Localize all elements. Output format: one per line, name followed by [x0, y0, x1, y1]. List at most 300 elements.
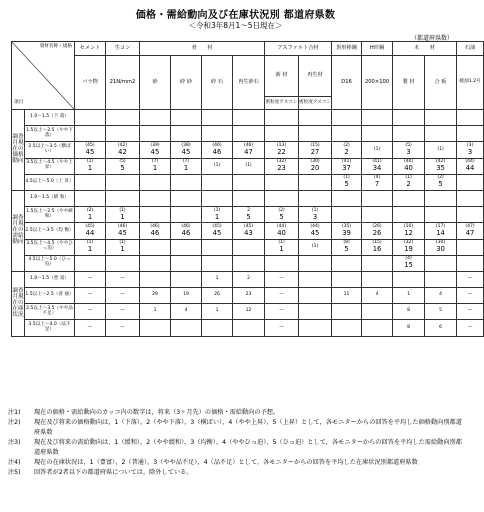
forecast-count: (1) [343, 175, 350, 181]
level-label: 3.5以上～4.5（やや上昇） [25, 158, 75, 174]
table-cell [75, 304, 106, 320]
table-cell [265, 255, 299, 271]
current-count: 1 [87, 163, 93, 172]
forecast-count: — [279, 276, 284, 282]
table-cell [106, 271, 140, 287]
footnote-text: 現在及び将来の価格動向は，1（下落），2（やや下落），3（横ばい），4（やや上昇），5（上昇）として，各モニターからの回答を平均した価格動向別都道府県数 [34, 419, 462, 436]
footnote [8, 408, 464, 418]
table-cell [332, 320, 362, 336]
table-row [12, 110, 484, 126]
table-cell [106, 142, 140, 158]
forecast-count: (44) [310, 223, 320, 229]
current-count: 44 [465, 163, 475, 172]
table-cell [171, 142, 202, 158]
footnote [8, 438, 464, 458]
corner-top-label: 資材名称・規格 [39, 44, 72, 49]
table-cell [106, 110, 140, 126]
table-cell [75, 158, 106, 174]
table-cell [457, 271, 484, 287]
forecast-count: (26) [372, 223, 382, 229]
table-cell [425, 207, 457, 223]
table-cell [393, 288, 425, 304]
table-cell [202, 288, 233, 304]
survey-date: ＜令和3年8月1～5日現在＞ [188, 21, 283, 30]
table-cell [332, 271, 362, 287]
table-cell [265, 223, 299, 239]
table-cell [171, 158, 202, 174]
table-cell [202, 110, 233, 126]
table-cell [171, 110, 202, 126]
level-label: 1.5以上～2.5（普 通） [25, 288, 75, 304]
level-label: 3.5以上～4.0（品不足） [25, 320, 75, 336]
table-cell [171, 190, 202, 206]
spec-header: バラ物 [75, 56, 106, 110]
forecast-count: (30) [310, 159, 320, 165]
table-cell [106, 126, 140, 142]
table-cell [362, 288, 393, 304]
forecast-count: (1) [278, 240, 285, 246]
spec-header: D16 [332, 56, 362, 110]
table-cell [362, 174, 393, 190]
forecast-count: (13) [276, 143, 287, 149]
footnote-label: 注5) [8, 469, 21, 476]
current-count: 40 [404, 163, 413, 172]
table-cell [140, 158, 171, 174]
table-cell [457, 223, 484, 239]
table-cell [75, 255, 106, 271]
table-cell [332, 207, 362, 223]
table-row [12, 320, 484, 336]
forecast-count: — [279, 308, 284, 314]
table-cell [299, 142, 332, 158]
table-cell [140, 271, 171, 287]
table-cell [140, 239, 171, 255]
forecast-count: — [87, 308, 93, 314]
table-cell [171, 320, 202, 336]
forecast-count: (1) [311, 243, 319, 249]
table-cell [106, 304, 140, 320]
spec-header: 合 板 [425, 56, 457, 110]
current-count: 23 [277, 163, 286, 172]
footnote-text: 回答者が2者以下の都道府県については，除外している。 [34, 469, 193, 476]
current-count: 12 [404, 228, 413, 237]
table-cell [425, 239, 457, 255]
section-label: 調査月現在の価格動向 [12, 110, 25, 191]
table-row [12, 142, 484, 158]
forecast-count: (45) [85, 223, 95, 229]
current-count: 26 [372, 228, 382, 237]
forecast-count: (1) [119, 207, 126, 213]
table-cell [233, 271, 265, 287]
current-count: 1 [87, 212, 93, 221]
footnote-text: 現在の価格・需給動向のカッコ内の数字は，将来（3ヶ月先）の価格・需給動向の予想。 [34, 409, 280, 416]
current-count: 27 [310, 147, 320, 156]
forecast-count: (15) [372, 240, 382, 246]
forecast-count: (46) [117, 223, 128, 229]
forecast-count: (10) [403, 223, 414, 229]
table-cell [265, 288, 299, 304]
table-cell [299, 126, 332, 142]
forecast-count: (46) [150, 223, 160, 229]
page-title: 価格・需給動向及び在庫状況別 都道府県数 [135, 10, 336, 21]
forecast-count: (7) [151, 159, 159, 165]
table-cell [457, 126, 484, 142]
forecast-count: (1) [437, 146, 444, 152]
table-cell [393, 239, 425, 255]
table-row [12, 255, 484, 271]
spec-header: 200×100 [362, 56, 393, 110]
table-cell [393, 142, 425, 158]
table-cell [425, 110, 457, 126]
table-cell [202, 158, 233, 174]
current-count: 35 [436, 163, 445, 172]
table-cell [457, 288, 484, 304]
forecast-count: (42) [117, 143, 128, 149]
forecast-count: 12 [245, 308, 252, 314]
table-cell [233, 158, 265, 174]
forecast-count: (46) [243, 143, 254, 149]
forecast-count: (3) [466, 143, 474, 149]
spec-header: 21N/mm2 [106, 56, 140, 110]
forecast-count: — [279, 324, 284, 330]
current-count: 47 [465, 228, 475, 237]
forecast-count: (41) [372, 159, 382, 165]
spec-header: 密粒度アスコン [265, 97, 299, 110]
table-row [12, 239, 484, 255]
forecast-count: (1) [311, 207, 319, 213]
table-cell [140, 207, 171, 223]
forecast-count: (4) [405, 256, 412, 262]
table-cell [106, 239, 140, 255]
current-count: 20 [310, 163, 320, 172]
forecast-count: (7) [182, 159, 190, 165]
current-count: 45 [118, 228, 127, 237]
table-row [12, 304, 484, 320]
table-cell [299, 288, 332, 304]
current-count: 1 [87, 244, 93, 253]
spec-header: 再生砕石 [233, 56, 265, 110]
current-count: 3 [406, 147, 411, 156]
table-cell [140, 190, 171, 206]
table-cell [140, 288, 171, 304]
forecast-count: — [467, 292, 473, 298]
table-cell [75, 271, 106, 287]
forecast-count: (1) [373, 146, 381, 152]
table-cell [299, 190, 332, 206]
forecast-count: (17) [435, 223, 446, 229]
group-header: アスファルト合材 [265, 42, 332, 56]
forecast-count: (2) [86, 207, 94, 213]
forecast-count: — [87, 276, 93, 282]
table-cell [457, 239, 484, 255]
table-cell [75, 142, 106, 158]
table-cell [332, 174, 362, 190]
current-count: 45 [212, 228, 222, 237]
forecast-count: (2) [437, 175, 444, 181]
table-cell [140, 304, 171, 320]
forecast-count: 29 [152, 292, 158, 298]
current-count: 1 [152, 163, 158, 172]
table-cell [332, 158, 362, 174]
forecast-count: (46) [181, 223, 191, 229]
table-cell [425, 255, 457, 271]
table-cell [457, 190, 484, 206]
table-cell [425, 174, 457, 190]
table-cell [233, 126, 265, 142]
current-count: 5 [438, 180, 443, 189]
table-row [12, 207, 484, 223]
table-cell [457, 304, 484, 320]
table-cell [425, 190, 457, 206]
current-count: 19 [404, 244, 413, 253]
table-cell [140, 126, 171, 142]
table-cell [457, 110, 484, 126]
current-count: 34 [372, 163, 382, 172]
table-cell [233, 142, 265, 158]
forecast-count: (40) [403, 159, 414, 165]
forecast-count: (47) [465, 223, 475, 229]
forecast-count: (5) [405, 143, 412, 149]
table-cell [171, 271, 202, 287]
level-label: 4.5以上～5.0（ひっ迫） [25, 255, 75, 271]
table-cell [362, 190, 393, 206]
current-count: 5 [246, 212, 251, 221]
forecast-count: (44) [276, 223, 287, 229]
forecast-count: 1 [153, 308, 157, 314]
table-cell [140, 142, 171, 158]
table-cell [233, 239, 265, 255]
forecast-count: (35) [341, 223, 352, 229]
table-cell [457, 255, 484, 271]
current-count: 46 [150, 228, 160, 237]
table-cell [171, 174, 202, 190]
forecast-count: (42) [435, 159, 446, 165]
forecast-count: — [87, 324, 93, 330]
table-cell [75, 207, 106, 223]
forecast-count: (2) [278, 207, 285, 213]
forecast-count: — [279, 292, 284, 298]
table-cell [202, 320, 233, 336]
table-cell [233, 110, 265, 126]
table-cell [106, 255, 140, 271]
forecast-count: — [120, 292, 125, 298]
table-cell [106, 223, 140, 239]
level-label: 1.0～1.5（緩 和） [25, 190, 75, 206]
table-cell [265, 110, 299, 126]
forecast-count: — [467, 276, 473, 282]
table-cell [233, 320, 265, 336]
current-count: 44 [85, 228, 95, 237]
current-count: 47 [244, 147, 253, 156]
table-cell [393, 126, 425, 142]
table-cell [202, 304, 233, 320]
current-count: 42 [118, 147, 127, 156]
current-count: 5 [344, 180, 349, 189]
table-cell [202, 239, 233, 255]
forecast-count: (15) [310, 143, 320, 149]
section-label: 調査月現在の需給動向 [12, 190, 25, 271]
table-cell [362, 142, 393, 158]
group-header: 木 材 [393, 42, 457, 56]
table-cell [332, 126, 362, 142]
forecast-count: (32) [276, 159, 287, 165]
group-header: 生コン [106, 42, 140, 56]
level-label: 1.0～1.5（下 落） [25, 110, 75, 126]
forecast-count: 26 [214, 292, 220, 298]
group-header: 異形棒鋼 [332, 42, 362, 56]
level-label: 4.5以上～5.0（上 昇） [25, 174, 75, 190]
table-cell [393, 320, 425, 336]
table-cell [106, 207, 140, 223]
table-cell [362, 239, 393, 255]
table-cell [75, 174, 106, 190]
table-cell [140, 320, 171, 336]
spec-header: 砂 [140, 56, 171, 110]
table-cell [299, 271, 332, 287]
current-count: 1 [120, 244, 125, 253]
table-cell [140, 255, 171, 271]
current-count: 7 [374, 180, 380, 189]
forecast-count: 1 [407, 292, 410, 298]
forecast-count: (30) [435, 240, 446, 246]
forecast-count: 11 [343, 292, 350, 298]
current-count: 5 [120, 163, 125, 172]
table-cell [202, 271, 233, 287]
forecast-count: 6 [439, 324, 442, 330]
forecast-count: (1) [86, 240, 94, 246]
table-cell [75, 223, 106, 239]
forecast-count: 2 [247, 207, 250, 213]
table-cell [362, 158, 393, 174]
table-cell [233, 255, 265, 271]
current-count: 30 [436, 244, 445, 253]
forecast-count: — [467, 324, 473, 330]
table-cell [233, 288, 265, 304]
table-cell [265, 207, 299, 223]
spec-header: 砕 石 [202, 56, 233, 110]
table-cell [75, 190, 106, 206]
current-count: 22 [277, 147, 286, 156]
table-cell [75, 110, 106, 126]
table-cell [332, 255, 362, 271]
level-label: 3.5以上～4.5（ややひっ迫） [25, 239, 75, 255]
table-cell [202, 174, 233, 190]
table-cell [425, 223, 457, 239]
current-count: 45 [85, 147, 95, 156]
table-cell [332, 304, 362, 320]
table-cell [202, 255, 233, 271]
current-count: 1 [183, 163, 189, 172]
forecast-count: — [467, 308, 473, 314]
table-cell [171, 207, 202, 223]
footnotes [8, 408, 464, 478]
asphalt-recycled-header: 再生材 [299, 56, 332, 97]
table-cell [362, 320, 393, 336]
table-cell [171, 239, 202, 255]
forecast-count: 2 [247, 276, 250, 282]
footnote-text: 現在の在庫状況は，1（豊富），2（普通），3（やや品不足），4（品不足）として，各モニターからの回答を平均した在庫状況別都道府県数 [34, 459, 418, 466]
table-cell [233, 207, 265, 223]
forecast-count: (1) [119, 240, 126, 246]
table-cell [393, 304, 425, 320]
footnote-text: 現在及び将来の需給動向は，1（緩和），2（やや緩和），3（均衡），4（ややひっ迫），5（ひっ迫）として，各モニターからの回答を平均した需給動向別都道府県数 [34, 439, 462, 456]
forecast-count: 1 [215, 308, 219, 314]
table-cell [106, 320, 140, 336]
footnote [8, 468, 464, 478]
table-cell [202, 142, 233, 158]
level-label: 1.5以上～2.5（やや緩和） [25, 207, 75, 223]
table-cell [202, 223, 233, 239]
table-cell [75, 126, 106, 142]
table-cell [332, 239, 362, 255]
table-cell [425, 126, 457, 142]
current-count: 1 [214, 212, 220, 221]
current-count: 45 [310, 228, 320, 237]
section-label: 調査月現在の在庫状況 [12, 271, 25, 336]
level-label: 1.5以上～2.5（やや下落） [25, 126, 75, 142]
table-cell [140, 174, 171, 190]
forecast-count: (8) [343, 240, 350, 246]
header-row-groups [12, 42, 484, 56]
spec-header: 密粒度アスコン [299, 97, 332, 110]
table-cell [332, 288, 362, 304]
table-row [12, 158, 484, 174]
table-cell [457, 207, 484, 223]
table-cell [265, 126, 299, 142]
table-cell [75, 288, 106, 304]
header-row-specs [12, 56, 484, 97]
level-label: 2.5以上～3.5（横ばい） [25, 142, 75, 158]
current-count: 5 [279, 212, 284, 221]
table-cell [393, 271, 425, 287]
table-cell [425, 158, 457, 174]
current-count: 46 [212, 147, 222, 156]
table-cell [362, 223, 393, 239]
forecast-count: (1) [86, 159, 94, 165]
forecast-count: (44) [465, 159, 475, 165]
table-cell [393, 174, 425, 190]
current-count: 2 [344, 147, 349, 156]
forecast-count: (4) [373, 175, 381, 181]
table-cell [233, 190, 265, 206]
footnote-label: 注2) [8, 419, 21, 426]
spec-header: 製 材 [393, 56, 425, 110]
table-cell [202, 126, 233, 142]
forecast-count: (2) [343, 143, 350, 149]
data-table [11, 41, 484, 337]
forecast-count: (39) [150, 143, 160, 149]
table-cell [202, 190, 233, 206]
corner-cell [12, 42, 75, 110]
current-count: 5 [344, 244, 349, 253]
table-cell [299, 239, 332, 255]
current-count: 3 [467, 147, 473, 156]
forecast-count: 5 [439, 308, 442, 314]
footnote-label: 注1) [8, 409, 21, 416]
current-count: 37 [342, 163, 351, 172]
table-cell [140, 223, 171, 239]
group-header: 石油 [457, 42, 484, 56]
spec-header: 軽油1.2号 [457, 56, 484, 110]
table-cell [457, 174, 484, 190]
table-row [12, 190, 484, 206]
table-cell [106, 288, 140, 304]
table-row [12, 174, 484, 190]
forecast-count: — [120, 276, 125, 282]
unit-label: （都道府県数） [410, 35, 453, 42]
table-cell [362, 207, 393, 223]
forecast-count: 4 [184, 308, 188, 314]
